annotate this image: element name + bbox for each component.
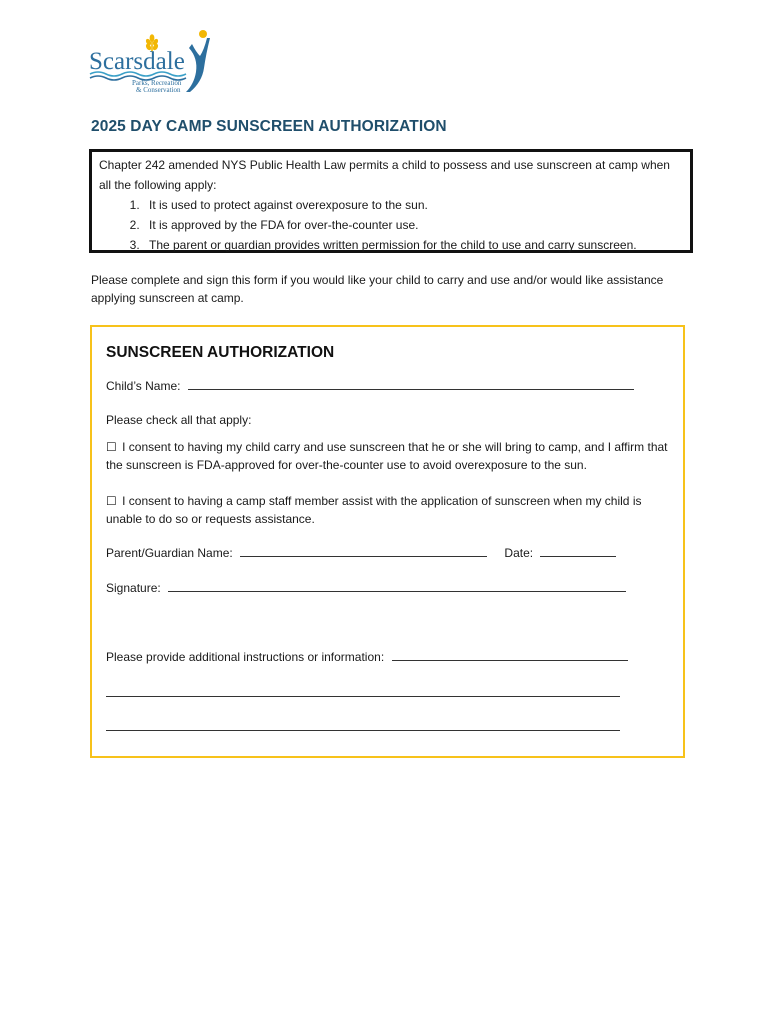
consent-option-assist [106,492,674,528]
conditions-list [99,195,684,255]
consent-assist-checkbox[interactable]: ☐ [106,494,117,508]
authorization-section [90,325,685,758]
child-name-label: Child’s Name: [106,379,181,393]
consent-carry-checkbox[interactable]: ☐ [106,440,117,454]
additional-info-field[interactable] [392,648,628,661]
guardian-name-field[interactable] [240,544,487,557]
condition-item: 3. The parent or guardian provides written permission for the child to use and carry sunscreen. [143,235,684,255]
form-instructions: Please complete and sign this form if you would like your child to carry and use and/or would like assistance applying sunscreen at camp. [91,273,664,305]
consent-assist-text: I consent to having a camp staff member assist with the application of sunscreen when my child is unable to do so or requests assistance. [106,494,642,526]
logo-tagline-line1: Parks, Recreation [132,79,182,87]
additional-info-label: Please provide additional instructions or information: [106,650,385,664]
logo-tagline-line2: & Conservation [136,86,181,94]
signature-row [106,579,626,597]
additional-line-2 [106,684,620,702]
person-arms-up-icon [186,30,210,92]
guardian-row [106,544,616,562]
signature-field[interactable] [168,579,626,592]
section-heading: SUNSCREEN AUTHORIZATION [106,344,335,361]
check-prompt: Please check all that apply: [106,413,252,427]
logo-graphic [86,28,216,94]
additional-info-field-line3[interactable] [106,718,620,731]
scarsdale-logo [86,28,216,94]
consent-option-carry [106,438,674,474]
consent-carry-text: I consent to having my child carry and use sunscreen that he or she will bring to camp, and I affirm that the sunscreen is FDA-approved for over-the-counter use to avoid overexposure to the sun. [106,440,668,472]
law-notice-box [89,149,693,253]
date-field[interactable] [540,544,616,557]
date-label: Date: [504,546,534,560]
law-intro: Chapter 242 amended NYS Public Health Law permits a child to possess and use sunscreen at camp when all the following apply: [99,158,670,192]
additional-info-row [106,648,628,666]
additional-info-field-line2[interactable] [106,684,620,697]
additional-line-3 [106,718,620,736]
condition-item: 2. It is approved by the FDA for over-the-counter use. [143,215,684,235]
signature-label: Signature: [106,581,161,595]
page-title: 2025 DAY CAMP SUNSCREEN AUTHORIZATION [91,118,447,135]
condition-item: 1. It is used to protect against overexposure to the sun. [143,195,684,215]
child-name-field[interactable] [188,377,634,390]
logo-wordmark: Scarsdale [89,48,185,75]
child-name-row [106,377,634,395]
guardian-name-label: Parent/Guardian Name: [106,546,233,560]
